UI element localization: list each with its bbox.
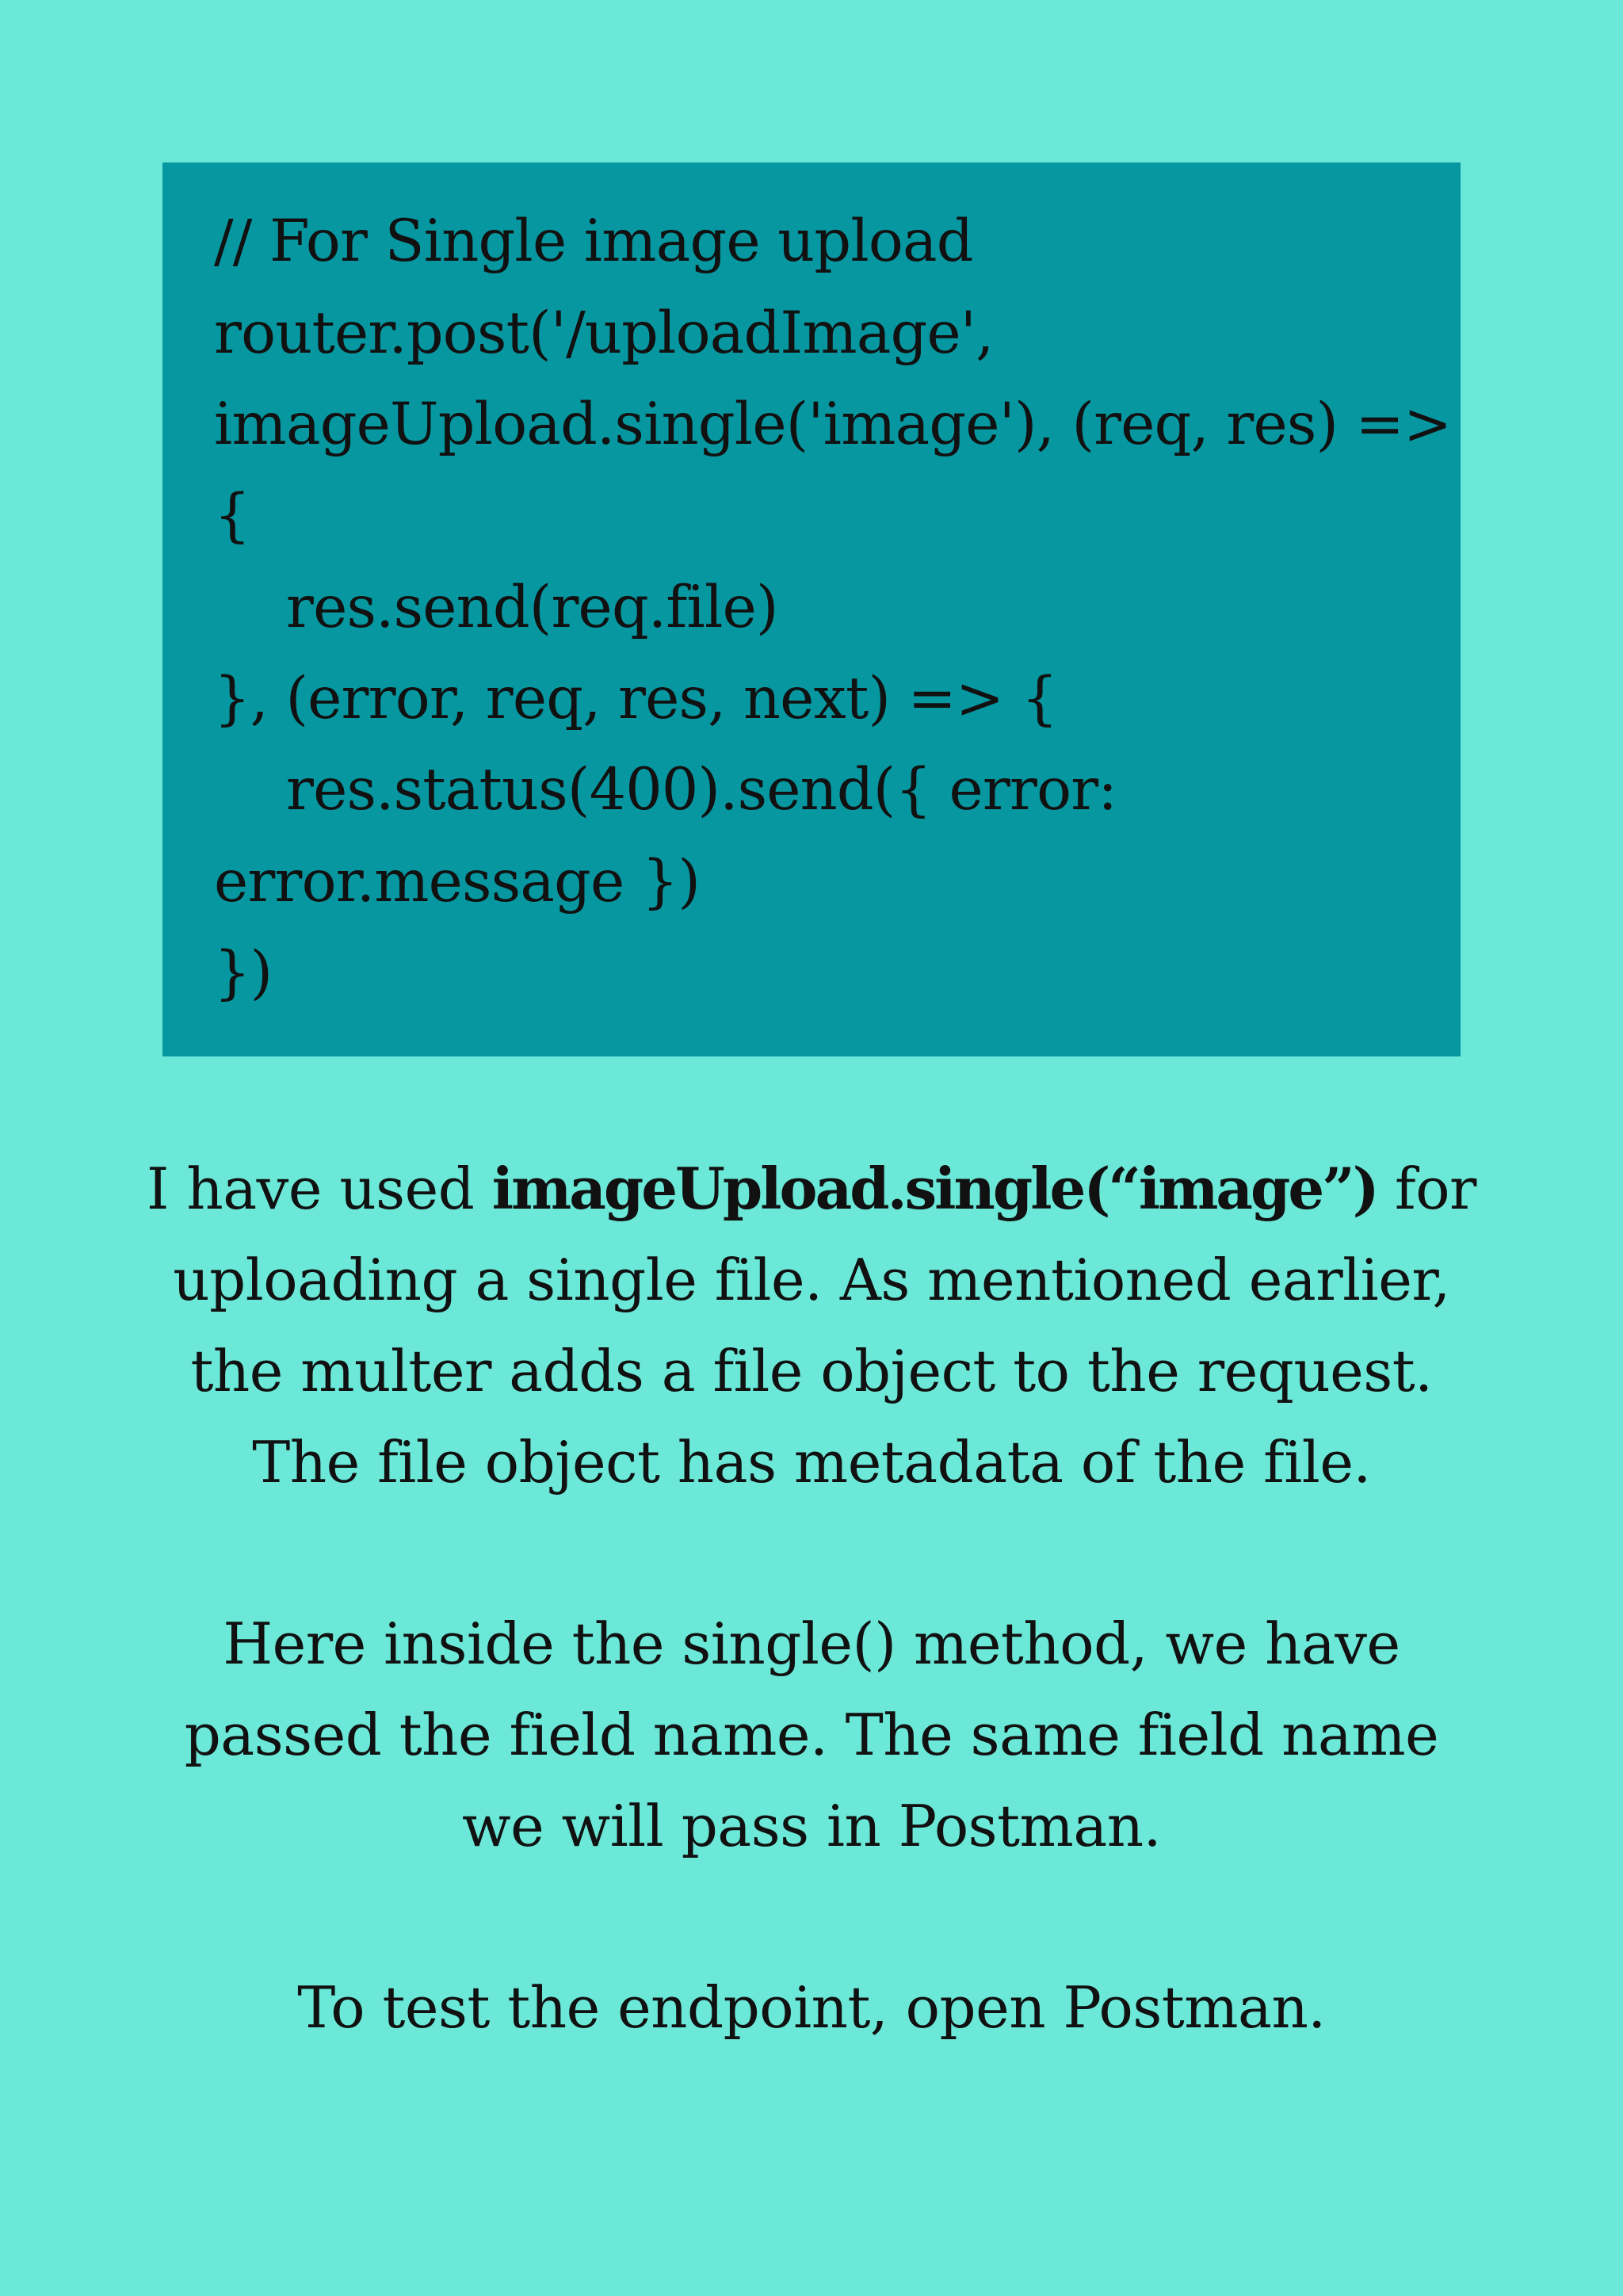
code-line: }) bbox=[214, 939, 273, 1007]
text-span: for bbox=[1377, 1156, 1476, 1222]
inline-code-bold: imageUpload.single(“image”) bbox=[491, 1155, 1377, 1222]
code-line: }, (error, req, res, next) => { bbox=[214, 665, 1058, 732]
paragraph-line: To test the endpoint, open Postman. bbox=[297, 1974, 1326, 2041]
code-line: res.send(req.file) bbox=[286, 574, 778, 641]
code-line: imageUpload.single('image'), (req, res) => bbox=[214, 391, 1452, 458]
code-line-comment: // For Single image upload bbox=[214, 208, 973, 275]
paragraph-line: we will pass in Postman. bbox=[461, 1793, 1162, 1859]
code-line: router.post('/uploadImage', bbox=[214, 300, 994, 367]
paragraph-line: Here inside the single() method, we have bbox=[223, 1610, 1400, 1677]
paragraph-line bbox=[0, 1143, 1623, 1235]
code-line: error.message }) bbox=[214, 848, 701, 915]
code-line: { bbox=[214, 482, 250, 549]
code-block bbox=[162, 162, 1461, 1056]
paragraph-line: passed the field name. The same field name bbox=[184, 1702, 1439, 1768]
paragraph-field-name bbox=[0, 1599, 1623, 1872]
paragraph-postman bbox=[0, 1962, 1623, 2053]
paragraph-line: the multer adds a file object to the request. bbox=[190, 1338, 1433, 1404]
code-line: res.status(400).send({ error: bbox=[286, 756, 1117, 823]
paragraph-single-upload bbox=[0, 1143, 1623, 1508]
paragraph-line: The file object has metadata of the file. bbox=[252, 1429, 1371, 1496]
text-span: I have used bbox=[147, 1156, 492, 1222]
paragraph-line: uploading a single file. As mentioned earlier, bbox=[173, 1247, 1450, 1313]
